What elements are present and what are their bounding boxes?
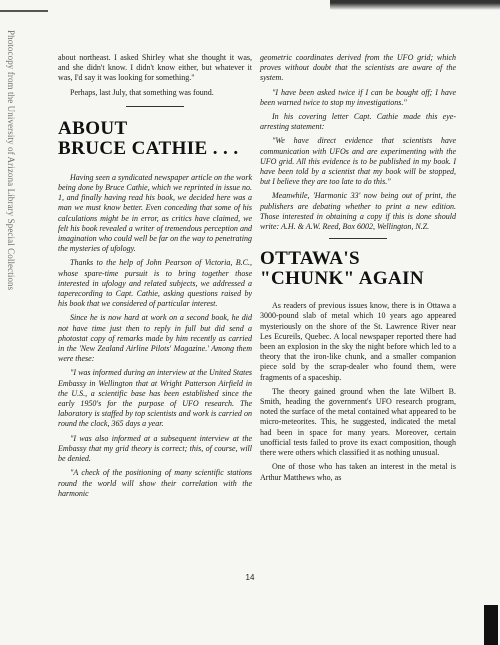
right-column [260,53,456,487]
section-divider [126,106,184,107]
article-paragraph: "I was also informed at a subsequent interview at the Embassy that my grid theory is correct; this, of course, will be denied. [58,433,252,464]
article-paragraph: Thanks to the help of John Pearson of Victoria, B.C., whose spare-time pursuit is to bring together those interested in ufology and related subjects, we addressed a taperecording to Capt. Cathie, asking questions raised by his book that we considered of particular interest. [58,258,252,309]
heading-line: ABOUT [58,117,128,139]
article-paragraph: Meanwhile, 'Harmonic 33' now being out of print, the publishers are debating whether to print a new edition. Those interested in obtaining a copy if this is done should write: A.H. & A.W. Reed, Box 6002, Wellington, N.Z. [260,191,456,232]
article-paragraph: In his covering letter Capt. Cathie made this eye-arresting statement: [260,112,456,132]
article-paragraph: As readers of previous issues know, there is in Ottawa a 3000-pound slab of metal which 10 years ago appeared mysteriously on the shore of the St. Lawrence River near Les Ecureils, Quebec. A local newspaper reported there had been an explosion in the sky the night before which led to a theory that the iron-like chunk, and a smaller companion piece sold by the scrap-dealer who found them, were fragments of a spaceship. [260,301,456,382]
heading-about-bruce-cathie [58,119,252,159]
section-divider [329,238,387,239]
heading-line: "CHUNK" AGAIN [260,268,425,290]
scan-mark-top [0,10,48,12]
article-paragraph: The theory gained ground when the late Wilbert B. Smith, heading the government's UFO research program, noted the surface of the metal contained what appeared to be micro-meteorites. This, he suggested, indicated the metal had been in space for many years. Moreover, certain unofficial tests failed to prove its exact composition, though there were others which classified it as nothing unusual. [260,386,456,458]
article-paragraph: "A check of the positioning of many scientific stations round the world will show their correlation with the harmonic [58,468,252,498]
scan-bar-bottom-right [484,605,498,645]
left-column [58,53,252,503]
heading-line: BRUCE CATHIE . . . [58,137,239,159]
article-paragraph: "I was informed during an interview at the United States Embassy in Wellington that at Wright Patterson Airfield in the U.S., a scientific base has been established since the early 1950's for the purpose of UFO research. The laboratory is staffed by top scientists and work is carried on round the clock, 365 days a year. [58,368,252,429]
article-paragraph: Having seen a syndicated newspaper article on the work being done by Bruce Cathie, which we reprinted in issue no. 1, and finally having read his book, we decided here was a man we must know better. Even conceding that some of his calculations might be in error, as critics have claimed, we felt his book revealed a writer of tremendous perception and imagination who could well be far on the way to penetrating the mysteries of ufology. [58,172,252,254]
side-watermark: Photocopy from the University of Arizona Library Special Collections [6,30,16,291]
article-paragraph: geometric coordinates derived from the UFO grid; which proves without doubt that the scientists are aware of the system. [260,53,456,83]
intro-paragraph: about northeast. I asked Shirley what she thought it was, and she didn't know. I didn't know either, but whatever it was, I'd say it was looking for something." [58,53,252,83]
heading-ottawas-chunk [260,249,456,289]
article-paragraph: Since he is now hard at work on a second book, he did not have time just then to reply in full but did send a photostat copy of remarks made by him recently as carried in the 'New Zealand Airline Pilots' Magazine.' Among them were these: [58,313,252,364]
page-number: 14 [245,573,255,582]
heading-line: OTTAWA'S [260,248,360,270]
intro-paragraph: Perhaps, last July, that something was found. [70,87,214,97]
article-paragraph: "We have direct evidence that scientists have communication with UFOs and are experimenting with the UFO grid. All this evidence is to be published in my book. I have been told by a scientist that my book will be stopped, but I believe they are too late to do this." [260,136,456,187]
article-paragraph: "I have been asked twice if I can be bought off; I have been warned twice to stop my investigations." [260,87,456,107]
scan-shadow-top-right [330,0,500,10]
article-paragraph: One of those who has taken an interest in the metal is Arthur Matthews who, as [260,462,456,482]
